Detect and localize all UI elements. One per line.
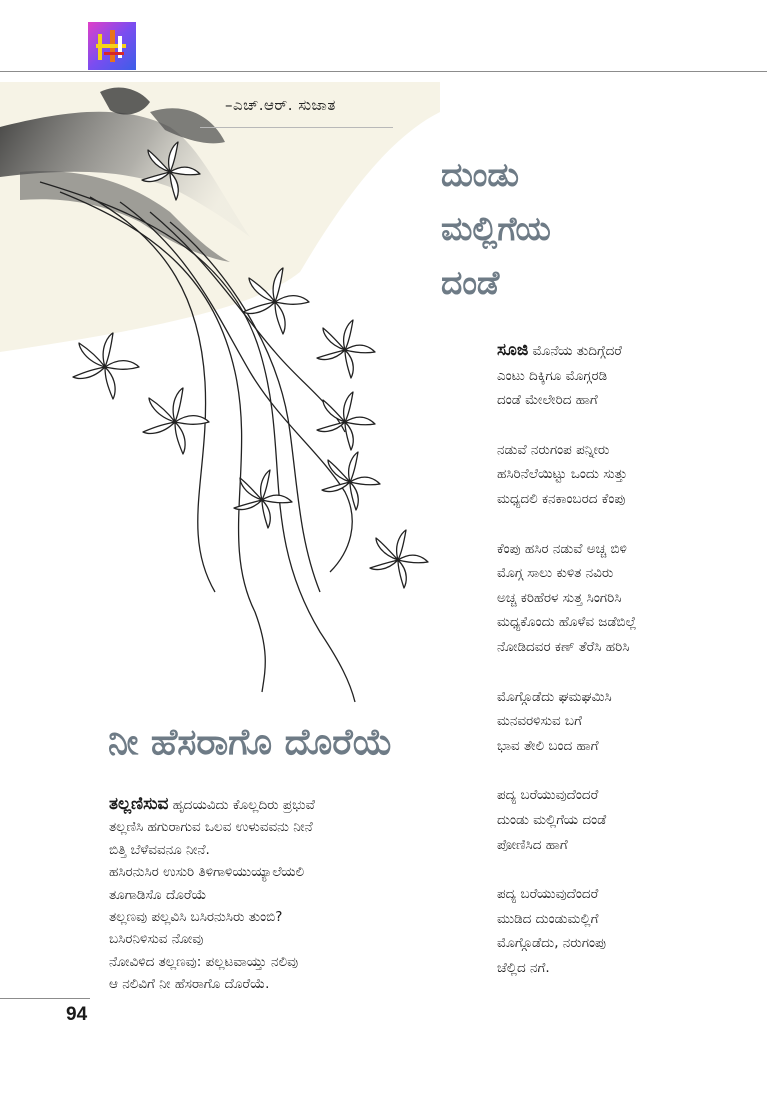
poem2-line: ಆ ನಲಿವಿಗೆ ನೀ ಹೆಸರಾಗೊ ದೊರೆಯೆ.	[109, 976, 270, 993]
poem1-line: ಭಾವ ತೇಲಿ ಬಂದ ಹಾಗೆ	[497, 737, 599, 754]
poem1-stanza	[497, 783, 757, 857]
poem2-line: ತಲ್ಲಣವು ಪಲ್ಲವಿಸಿ ಬಸಿರನುಸಿರು ತುಂಬಿ?	[109, 909, 283, 926]
poem1-line: ದುಂಡು ಮಲ್ಲಿಗೆಯ ದಂಡೆ	[497, 811, 607, 828]
poem-author: –ಎಚ್.ಆರ್. ಸುಜಾತ	[225, 96, 336, 114]
poem1-body	[497, 338, 757, 1005]
poem1-title-line: ದಂಡೆ	[441, 263, 500, 302]
poem1-line: ನಡುವೆ ನರುಗಂಪ ಪನ್ನೀರು	[497, 441, 610, 458]
poem1-line: ಮೊಗ್ಗೊಡೆದು, ನರುಗಂಪು	[497, 935, 606, 952]
jasmine-flowers-ink-illustration	[0, 72, 440, 712]
poem1-line: ಪದ್ಯ ಬರೆಯುವುದೆಂದರೆ	[497, 787, 599, 804]
poem1-title	[441, 148, 551, 310]
poem1-stanza	[497, 438, 757, 512]
poem1-line: ಪದ್ಯ ಬರೆಯುವುದೆಂದರೆ	[497, 886, 599, 903]
poem1-line: ಮನವರಳಿಸುವ ಬಗೆ	[497, 713, 582, 730]
poem1-line: ಮೊಗ್ಗ ಸಾಲು ಕುಳಿತ ನವಿರು	[497, 565, 614, 582]
poem1-line: ಮುಡಿದ ದುಂಡುಮಲ್ಲಿಗೆ	[497, 910, 599, 927]
poem1-line: ಹಸಿರಿನೆಲೆಯಿಟ್ಟು ಒಂದು ಸುತ್ತು	[497, 466, 628, 483]
poem2-line: ಹಸಿರನುಸಿರ ಉಸುರಿ ತಿಳಿಗಾಳಿಯುಯ್ಯಾಲೆಯಲಿ	[109, 864, 305, 881]
poem2-line: ನೋವಿಳಿದ ತಲ್ಲಣವು: ಪಲ್ಲಟವಾಯ್ತು ನಲಿವು	[109, 953, 299, 970]
poem2-body	[109, 793, 449, 996]
poem1-line: ಕೆಂಪು ಹಸಿರ ನಡುವೆ ಅಚ್ಚ ಬಿಳಿ	[497, 540, 627, 557]
poem1-line: ಅಚ್ಚ ಕರಿಹೆರಳ ಸುತ್ತ ಸಿಂಗರಿಸಿ	[497, 589, 622, 606]
poem1-title-line: ಮಲ್ಲಿಗೆಯ	[441, 209, 551, 248]
magazine-logo-icon	[88, 22, 136, 70]
poem1-line: ಚೆಲ್ಲಿದ ನಗೆ.	[497, 959, 550, 976]
poem2-line: ತೂಗಾಡಿಸೊ ದೊರೆಯೆ	[109, 886, 207, 903]
lead-word: ಸೂಜಿ	[497, 340, 529, 360]
lead-word: ತಲ್ಲಣಿಸುವ	[109, 794, 169, 814]
poem1-stanza	[497, 882, 757, 980]
poem1-stanza	[497, 537, 757, 660]
poem1-stanza	[497, 338, 757, 413]
page-number: 94	[66, 1004, 88, 1025]
poem1-line: ನೋಡಿದವರ ಕಣ್ ತೆರೆಸಿ ಹರಿಸಿ	[497, 638, 630, 655]
poem1-line: ಮಧ್ಯಕೊಂದು ಹೊಳೆವ ಜಡೆಬಿಲ್ಲೆ	[497, 614, 637, 631]
footer-rule	[0, 998, 90, 999]
poem1-line: ದಂಡೆ ಮೇಲೇರಿದ ಹಾಗೆ	[497, 392, 598, 409]
author-underline	[200, 127, 393, 128]
poem2-line: ತಲ್ಲಣಿಸಿ ಹಗುರಾಗುವ ಒಲವ ಉಳುವವನು ನೀನೆ	[109, 819, 313, 836]
poem2-title: ನೀ ಹೆಸರಾಗೊ ದೊರೆಯೆ	[108, 722, 393, 763]
poem2-line: ತಲ್ಲಣಿಸುವ ಹೃದಯವಿದು ಕೊಲ್ಲದಿರು ಪ್ರಭುವೆ	[109, 794, 315, 814]
poem2-line: ಬಿತ್ತಿ ಬೆಳೆವವನೂ ನೀನೆ.	[109, 841, 210, 858]
poem1-title-line: ದುಂಡು	[441, 155, 519, 194]
poem1-line: ಪೋಣಿಸಿದ ಹಾಗೆ	[497, 836, 568, 853]
poem2-line: ಬಸಿರನಿಳಿಸುವ ನೋವು	[109, 931, 204, 948]
poem1-line: ಮಧ್ಯದಲಿ ಕನಕಾಂಬರದ ಕೆಂಪು	[497, 490, 626, 507]
poem1-line: ಮೊಗ್ಗೊಡೆದು ಘಮಘಮಿಸಿ	[497, 688, 612, 705]
poem1-line: ಎಂಟು ದಿಕ್ಕಿಗೂ ಮೊಗ್ಗರಡಿ	[497, 367, 608, 384]
poem1-stanza	[497, 685, 757, 759]
poem1-line: ಸೂಜಿ ಮೊನೆಯ ತುದಿಗ್ಗೆದರೆ	[497, 340, 622, 360]
